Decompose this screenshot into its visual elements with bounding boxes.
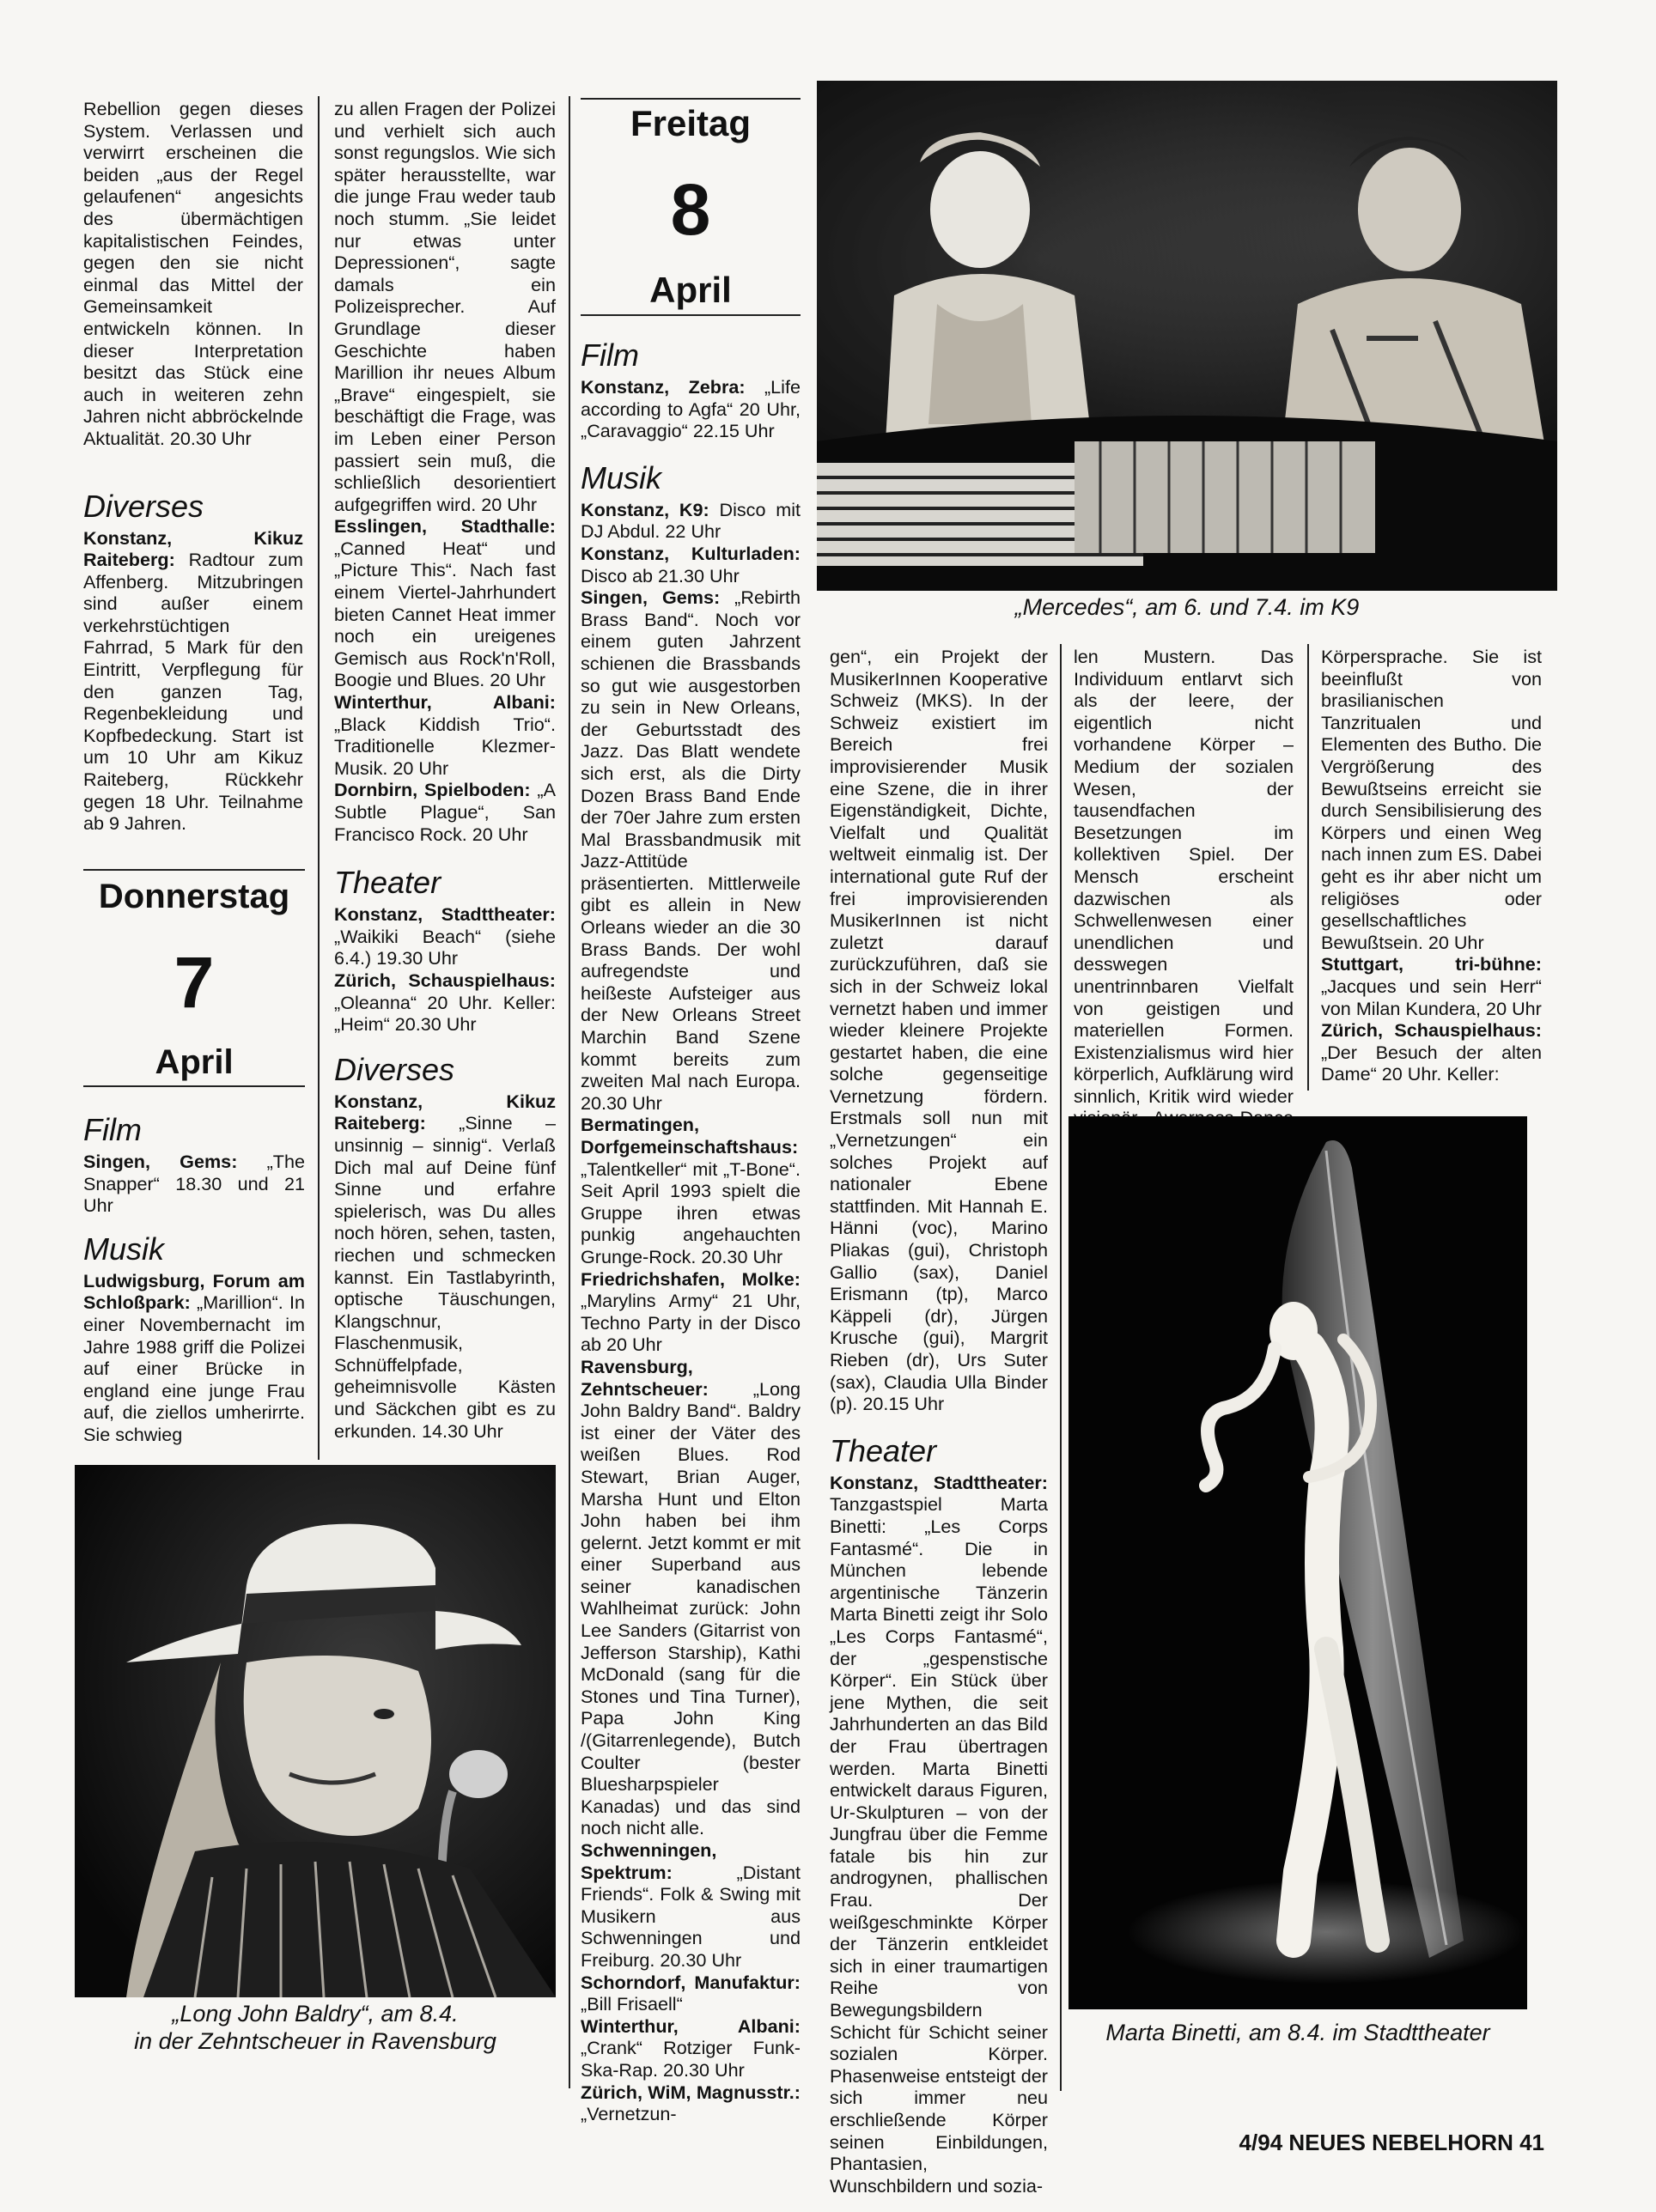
section-head-film: Film <box>83 1112 142 1147</box>
day-rule-bottom <box>83 1085 305 1087</box>
day-rule-top <box>83 869 305 871</box>
column-1-lower <box>83 1113 305 1446</box>
event-text: „Canned Heat“ und „Picture This“. Nach fast einem Viertel-Jahrhundert bieten Cannet Heat immer noch ein ureigenes Gemisch aus Rock'n'Roll, Boogie und Blues. 20 Uhr <box>334 537 556 691</box>
event-text: „The Snapper“ 18.30 und 21 Uhr <box>83 1151 305 1217</box>
column-1 <box>83 98 303 835</box>
col1-intro: Rebellion gegen dieses System. Verlassen und verwirrt erscheinen die beiden „aus der Regel gelaufenen“ angesichts des übermächtigen kapitalistischen Feindes, gegen den sie nicht einmal das Mittel der Gemeinsamkeit entwickeln können. In dieser Interpretation besitzt das Stück eine auch in weiteren zehn Jahren nicht abbröckelnde Aktualität. 20.30 Uhr <box>83 98 303 449</box>
day-month-april: April <box>649 270 732 310</box>
column-divider <box>1060 644 1062 2091</box>
event-entry <box>581 1268 801 1356</box>
event-location: Konstanz, Zebra: <box>581 376 746 398</box>
event-entry <box>83 1151 305 1217</box>
caption-binetti: Marta Binetti, am 8.4. im Stadttheater <box>1105 2020 1490 2045</box>
section-head-musik: Musik <box>83 1231 165 1267</box>
column-divider <box>569 96 570 2088</box>
day-name-thursday: Donnerstag <box>98 878 290 915</box>
event-entry <box>334 1091 556 1443</box>
event-location: Singen, Gems: <box>581 586 721 609</box>
event-text: Tanzgastspiel Marta Binetti: „Les Corps Fantasmé“. Die in München lebende argentinische Tänzerin Marta Binetti zeigt ihr Solo „Les Corps Fantasmé“, der „gespenstische Körper“. Ein Stück über jene Mythen, die seit Jahrhunderten an das Bild der Frau übertragen werden. Marta Binetti entwickelt daraus Figuren, Ur-Skulpturen – von der Jungfrau über die Femme fatale bis hin zur androgynen, phallischen Frau. Der weißgeschminkte Körper der Tänzerin entkleidet sich in einer traumartigen Reihe von Bewegungsbildern Schicht für Schicht seiner sozialen Körper. Phasenweise entsteigt der sich immer neu erschließende Körper seinen Einbildungen, Phantasien, Wunschbildern und sozia- <box>830 1493 1048 2197</box>
event-location: Konstanz, Stadttheater: <box>830 1471 1048 1493</box>
event-entry <box>1321 1019 1542 1085</box>
day-number-7: 7 <box>174 942 215 1023</box>
column-5 <box>1074 646 1294 1173</box>
event-text: „Black Kiddish Trio“. Traditionelle Klezmer-Musik. 20 Uhr <box>334 713 556 779</box>
event-location: Esslingen, Stadthalle: <box>334 515 556 538</box>
column-6 <box>1321 646 1542 1085</box>
event-text: „Life according to Agfa“ 20 Uhr, „Caravaggio“ 22.15 Uhr <box>581 376 801 442</box>
event-location: Zürich, WiM, Magnusstr.: <box>581 2081 801 2103</box>
event-location: Konstanz, Kulturladen: <box>581 542 801 564</box>
day-month-april: April <box>155 1043 234 1081</box>
day-name-friday: Freitag <box>630 103 752 143</box>
event-text: „Rebirth Brass Band“. Noch vor einem guten Jahrzent schienen die Brassbands so gut wie ausgestorben zu sein in New Orleans, der Geburtsstadt des Jazz. Das Blatt wendete sich erst, als die Dirty Dozen Brass Band Ende der 70er Jahre zum ersten Mal Brassbandmusik mit Jazz-Attitüde präsentierten. Mittlerweile gibt es allein in New Orleans wieder an die 30 Brass Bands. Der wohl aufregendste und heißeste Aufsteiger aus der New Orleans Street Marchin Band Szene kommt bereits zum zweiten Mal nach Europa. 20.30 Uhr <box>581 586 801 1114</box>
event-entry <box>1321 953 1542 1019</box>
event-entry <box>334 969 556 1036</box>
event-location: Konstanz, Kikuz Raiteberg: <box>334 1090 556 1134</box>
col2-intro: zu allen Fragen der Polizei und verhielt sich auch sonst regungslos. Wie sich später herausstellte, war die junge Frau weder taub noch stumm. „Sie leidet nur etwas unter Depressionen“, sagte damals ein Polizeisprecher. Auf Grundlage dieser Geschichte haben Marillion ihr neues Album „Brave“ eingespielt, sie beschäftigt die Frage, was im Leben einer Person passiert sein muß, die schließlich desorientiert aufgegriffen wird. 20 Uhr <box>334 98 556 515</box>
section-head-diverses: Diverses <box>334 1051 455 1087</box>
photo-binetti-graphic <box>1068 1116 1527 2009</box>
event-entry <box>581 1356 801 1839</box>
event-location: Zürich, Schauspielhaus: <box>334 969 556 991</box>
event-text: „Marillion“. In einer Novembernacht im Jahre 1988 griff die Polizei auf einer Brücke in england eine junge Frau auf, die ziellos umherirrte. Sie schwieg <box>83 1291 305 1445</box>
section-head-musik: Musik <box>581 459 662 495</box>
photo-marta-binetti <box>1068 1116 1527 2009</box>
event-entry <box>83 1270 305 1446</box>
event-entry <box>581 2081 801 2125</box>
event-entry <box>581 499 801 543</box>
column-3 <box>581 338 801 2125</box>
event-location: Stuttgart, tri-bühne: <box>1321 953 1542 975</box>
section-head-theater: Theater <box>334 865 441 901</box>
event-text: Disco mit DJ Abdul. 22 Uhr <box>581 498 801 543</box>
event-entry <box>334 691 556 779</box>
section-head-diverses: Diverses <box>83 488 204 524</box>
event-location: Schwenningen, Spektrum: <box>581 1839 717 1883</box>
event-text: „Vernetzun- <box>581 2103 677 2125</box>
event-entry <box>581 1972 801 2015</box>
event-text: „Talentkeller“ mit „T-Bone“. Seit April 1993 spielt die Gruppe ihren etwas punkig angehauchten Grunge-Rock. 20.30 Uhr <box>581 1158 801 1267</box>
event-text: Disco ab 21.30 Uhr <box>581 564 740 586</box>
col5-text: len Mustern. Das Individuum entlarvt sich als der leere, der eigentlich nicht vorhandene Körper – Medium der sozialen Wesen, der tausendfachen Besetzungen im kollektiven Spiel. Der Mensch erscheint dazwischen als Schwellenwesen einer unendlichen und desswegen unentrinnbaren Vielfalt von geistigen und materiellen Formen. Existenzialismus wird hier körperlich, Aufklärung wird sinnlich, Kritik wird wieder <box>1074 646 1294 1107</box>
event-entry <box>334 515 556 691</box>
page-footer: 4/94 NEUES NEBELHORN 41 <box>1239 2130 1544 2155</box>
event-entry <box>334 779 556 845</box>
event-location: Winterthur, Albani: <box>581 2014 801 2037</box>
event-entry <box>581 543 801 586</box>
event-location: Konstanz, Stadttheater: <box>334 903 556 926</box>
event-location: Konstanz, Kikuz Raiteberg: <box>83 526 303 571</box>
section-head-film: Film <box>581 337 639 373</box>
day-number-8: 8 <box>670 169 711 250</box>
event-location: Singen, Gems: <box>83 1151 238 1172</box>
photo-long-john-baldry <box>75 1465 556 1997</box>
photo-mercedes-graphic <box>817 81 1557 591</box>
event-text: „Waikiki Beach“ (siehe 6.4.) 19.30 Uhr <box>334 925 556 969</box>
event-text: „Marylins Army“ 21 Uhr, Techno Party in der Disco ab 20 Uhr <box>581 1290 801 1356</box>
caption-mercedes: „Mercedes“, am 6. und 7.4. im K9 <box>1014 594 1360 620</box>
event-text: „Distant Friends“. Folk & Swing mit Musikern aus Schwenningen und Freiburg. 20.30 Uhr <box>581 1861 801 1971</box>
event-text: „A Subtle Plague“, San Francisco Rock. 20 Uhr <box>334 779 556 845</box>
event-entry <box>830 1472 1048 2197</box>
col4-text: gen“, ein Projekt der MusikerInnen Kooperative Schweiz (MKS). In der Schweiz existiert im Bereich frei improvisierender Musik eine Szene, die in ihrer Eigenständigkeit, Dichte, Vielfalt und Qualität weltweit einmalig ist. Der international gute Ruf der frei improvisierenden MusikerInnen ist nicht zuletzt darauf zurückzuführen, daß sie sich in der Schweiz lokal vernetzt haben und immer wieder kleinere Projekte gestartet haben, die eine solche gegenseitige Vernetzung fördern. Erstmals soll nun mit „Vernetzungen“ ein solches Projekt auf nationaler Ebene stattfinden. Mit Hannah E. Hänni (voc), Marino Pliakas (gui), Christoph Gallio (sax), Daniel Erismann (tp), Marco Käppeli (dr), Jürgen Krusche (gui), Margrit Rieben (dr), Urs Suter (sax), Claudia Ulla Binder (p). 20.15 Uhr <box>830 646 1048 1415</box>
event-location: Bermatingen, Dorfgemeinschaftshaus: <box>581 1114 799 1158</box>
column-divider <box>318 96 320 1460</box>
event-text: „Sinne – unsinnig – sinnig“. Verlaß Dich mal auf Deine fünf Sinne und erfahre spielerisch, was Du alles noch hören, sehen, tasten, riechen und schmecken kannst. Ein Tastlabyrinth, optische Täuschungen, Klangschnur, Flaschenmusik, Schnüffelpfade, geheimnisvolle Kästen und Säckchen gibt es zu erkunden. 14.30 Uhr <box>334 1112 556 1442</box>
caption-baldry-line-2: in der Zehntscheuer in Ravensburg <box>134 2028 496 2054</box>
event-entry <box>581 1114 801 1267</box>
event-entry <box>581 376 801 442</box>
column-4 <box>830 646 1048 2197</box>
caption-baldry-line-1: „Long John Baldry“, am 8.4. <box>172 2001 459 2027</box>
event-location: Schorndorf, Manufaktur: <box>581 1971 801 1993</box>
event-text: „Crank“ Rotziger Funk-Ska-Rap. 20.30 Uhr <box>581 2037 801 2081</box>
event-text: „Jacques und sein Herr“ von Milan Kundera, 20 Uhr <box>1321 975 1542 1019</box>
col6-text: Körpersprache. Sie ist beeinflußt von brasilianischen Tanzritualen und Elementen des Butho. Die Vergrößerung des Bewußtseins erreicht sie durch Sensibilisierung des Körpers und einen Weg nach innen zum ES. Dabei geht es ihr aber nicht um religiöses oder gesellschaftliches Bewußtsein. 20 Uhr <box>1321 646 1542 953</box>
event-location: Dornbirn, Spielboden: <box>334 779 531 801</box>
event-location: Ravensburg, Zehntscheuer: <box>581 1355 709 1400</box>
event-entry <box>334 903 556 969</box>
event-text: „Oleanna“ 20 Uhr. Keller: „Heim“ 20.30 Uhr <box>334 991 556 1036</box>
column-divider <box>1307 644 1309 1091</box>
event-location: Zürich, Schauspielhaus: <box>1321 1019 1542 1042</box>
event-location: Ludwigsburg, Forum am Schloßpark: <box>83 1269 305 1314</box>
section-head-theater: Theater <box>830 1432 937 1468</box>
event-location: Winterthur, Albani: <box>334 691 556 714</box>
event-entry <box>83 527 303 835</box>
column-2 <box>334 98 556 1442</box>
day-rule-top <box>581 98 801 100</box>
event-text: „Long John Baldry Band“. Baldry ist einer der Väter des weißen Blues. Rod Stewart, Brian Auger, Marsha Hunt und Elton John haben bei ihm gelernt. Jetzt kommt er mit einer Superband aus seiner kanadischen Wahlheimat zurück: John Lee Sanders (Gitarrist von Jefferson Starship), Kathi McDonald (sang für die Stones und Tina Turner), Papa John King /(Gitarrenlegende), Butch Coulter (bester Bluesharpspieler Kanadas) und das sind noch nicht alle. <box>581 1377 801 1839</box>
event-location: Friedrichshafen, Molke: <box>581 1267 801 1290</box>
photo-mercedes <box>817 81 1557 591</box>
event-text: „Der Besuch der alten Dame“ 20 Uhr. Keller: <box>1321 1041 1542 1085</box>
event-entry <box>581 1839 801 1972</box>
event-entry <box>581 586 801 1114</box>
event-entry <box>581 2015 801 2081</box>
day-rule-bottom <box>581 314 801 316</box>
event-location: Konstanz, K9: <box>581 498 709 520</box>
event-text: Radtour zum Affenberg. Mitzubringen sind außer einem verkehrstüchtigen Fahrrad, 5 Mark für den Eintritt, Verpflegung für den ganzen Tag, Regenbekleidung und Kopfbedeckung. Start ist um 10 Uhr am Kikuz Raiteberg, Rückkehr gegen 18 Uhr. Teilnahme ab 9 Jahren. <box>83 549 303 835</box>
photo-baldry-graphic <box>75 1465 556 1997</box>
event-text: „Bill Frisaell“ <box>581 1993 683 2015</box>
